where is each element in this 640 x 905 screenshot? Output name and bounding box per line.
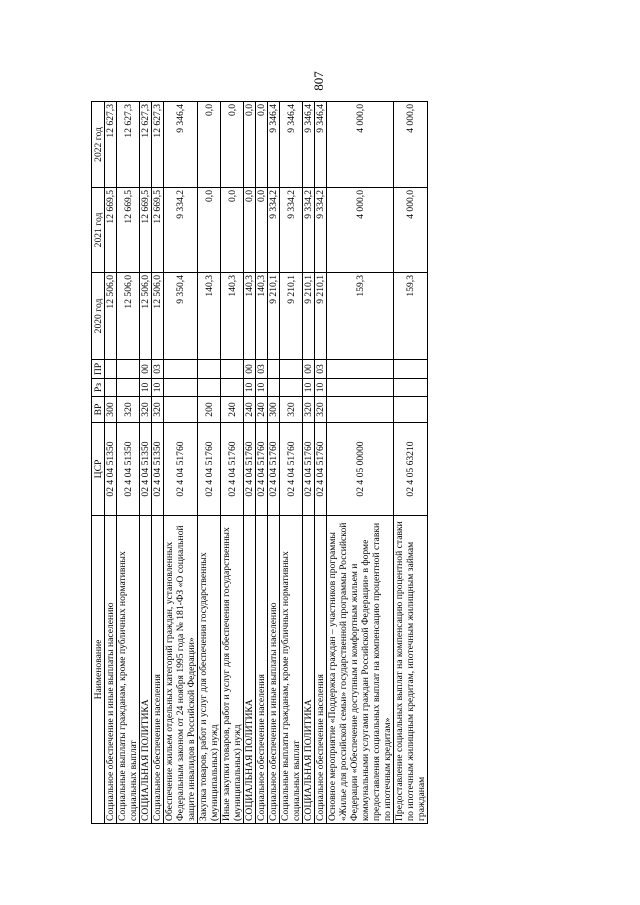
cell-v2022: 0,0 [256,102,268,188]
cell-rz: 10 [303,379,315,397]
cell-v2022: 4 000,0 [394,102,428,188]
cell-v2020: 12 506,0 [105,273,117,360]
cell-v2020: 159,3 [394,273,428,360]
cell-name: СОЦИАЛЬНАЯ ПОЛИТИКА [303,516,315,824]
cell-v2021: 4 000,0 [327,188,394,273]
cell-rz: 10 [244,379,256,397]
header-name: Наименование [92,516,105,824]
cell-csr: 02 4 04 51760 [315,423,327,516]
cell-rz [198,379,221,397]
cell-pr: 00 [244,360,256,379]
header-2022: 2022 год [92,102,105,188]
header-2020: 2020 год [92,273,105,360]
cell-v2022: 12 627,3 [117,102,140,188]
cell-name: Иные закупки товаров, работ и услуг для обеспечения государственных (муниципальных) нужд [221,516,244,824]
cell-name: Предоставление социальных выплат на компенсацию процентной ставки по ипотечным жилищным кредитам, ипотечным жилищным займам гражданам [394,516,428,824]
page-number: 807 [311,71,326,91]
cell-vr: 300 [268,397,280,423]
cell-pr [117,360,140,379]
cell-rz [394,379,428,397]
cell-vr: 320 [117,397,140,423]
cell-v2020: 9 210,1 [280,273,303,360]
cell-v2020: 159,3 [327,273,394,360]
cell-csr: 02 4 04 51350 [152,423,164,516]
cell-rz [105,379,117,397]
cell-rz: 10 [140,379,152,397]
cell-vr: 240 [256,397,268,423]
cell-v2021: 0,0 [256,188,268,273]
cell-pr [164,360,198,379]
table-row [244,102,256,824]
cell-v2021: 0,0 [198,188,221,273]
cell-rz: 10 [256,379,268,397]
cell-name: Социальные выплаты гражданам, кроме публичных нормативных социальных выплат [117,516,140,824]
table-body [105,102,428,824]
cell-v2021: 0,0 [244,188,256,273]
cell-v2022: 0,0 [244,102,256,188]
rotated-table-container [91,102,565,824]
cell-pr: 03 [152,360,164,379]
cell-pr: 03 [256,360,268,379]
cell-v2021: 4 000,0 [394,188,428,273]
cell-vr [327,397,394,423]
cell-name: СОЦИАЛЬНАЯ ПОЛИТИКА [140,516,152,824]
cell-rz [164,379,198,397]
cell-v2022: 12 627,3 [152,102,164,188]
table-row [164,102,198,824]
cell-pr [280,360,303,379]
cell-rz [327,379,394,397]
cell-v2022: 9 346,4 [280,102,303,188]
cell-v2022: 0,0 [198,102,221,188]
table-row [327,102,394,824]
cell-v2020: 9 210,1 [303,273,315,360]
table-row [152,102,164,824]
table-row [280,102,303,824]
cell-v2020: 140,3 [244,273,256,360]
cell-pr [198,360,221,379]
cell-csr: 02 4 04 51760 [256,423,268,516]
cell-v2021: 12 669,5 [140,188,152,273]
table-row [140,102,152,824]
cell-name: Социальное обеспечение населения [256,516,268,824]
cell-name: СОЦИАЛЬНАЯ ПОЛИТИКА [244,516,256,824]
cell-rz [221,379,244,397]
budget-table [91,101,428,824]
cell-vr: 300 [105,397,117,423]
table-row [394,102,428,824]
header-vr: ВР [92,397,105,423]
cell-vr [394,397,428,423]
cell-v2021: 9 334,2 [164,188,198,273]
cell-vr: 320 [152,397,164,423]
header-2021: 2021 год [92,188,105,273]
cell-rz: 10 [315,379,327,397]
cell-csr: 02 4 04 51760 [303,423,315,516]
cell-v2021: 0,0 [221,188,244,273]
cell-v2021: 9 334,2 [268,188,280,273]
cell-v2022: 9 346,4 [268,102,280,188]
cell-v2020: 140,3 [221,273,244,360]
cell-rz [268,379,280,397]
cell-vr [164,397,198,423]
cell-pr [105,360,117,379]
cell-csr: 02 4 04 51350 [105,423,117,516]
cell-v2021: 9 334,2 [315,188,327,273]
cell-csr: 02 4 04 51760 [244,423,256,516]
cell-csr: 02 4 04 51760 [221,423,244,516]
table-row [117,102,140,824]
cell-v2022: 12 627,3 [105,102,117,188]
cell-pr [394,360,428,379]
cell-v2020: 12 506,0 [152,273,164,360]
cell-name: Основное мероприятие «Поддержка граждан – участников программы «Жилье для российской семьи» государственной программы Российской Федерации «Обеспечение доступным и комфортным жильем и коммунальными услугами граждан Российской Федерации» в форме предоставления социальных выплат на компенсацию процентной ставки по ипотечным кредитам» [327,516,394,824]
cell-rz: 10 [152,379,164,397]
cell-csr: 02 4 04 51760 [268,423,280,516]
cell-vr: 320 [140,397,152,423]
cell-v2021: 12 669,5 [117,188,140,273]
cell-name: Социальное обеспечение населения [152,516,164,824]
cell-v2021: 9 334,2 [303,188,315,273]
cell-name: Закупка товаров, работ и услуг для обеспечения государственных (муниципальных) нужд [198,516,221,824]
cell-v2021: 12 669,5 [152,188,164,273]
table-row [221,102,244,824]
cell-csr: 02 4 05 63210 [394,423,428,516]
cell-pr [268,360,280,379]
table-row [315,102,327,824]
cell-vr: 240 [244,397,256,423]
cell-pr [221,360,244,379]
table-row [198,102,221,824]
cell-v2020: 9 210,1 [315,273,327,360]
cell-csr: 02 4 04 51760 [164,423,198,516]
header-csr: ЦСР [92,423,105,516]
cell-csr: 02 4 05 00000 [327,423,394,516]
cell-v2022: 0,0 [221,102,244,188]
cell-v2021: 12 669,5 [105,188,117,273]
cell-v2020: 9 210,1 [268,273,280,360]
cell-pr [327,360,394,379]
cell-csr: 02 4 04 51350 [140,423,152,516]
cell-v2020: 140,3 [198,273,221,360]
cell-vr: 200 [198,397,221,423]
table-row [256,102,268,824]
cell-rz [280,379,303,397]
cell-v2022: 9 346,4 [164,102,198,188]
cell-vr: 320 [315,397,327,423]
cell-name: Социальное обеспечение и иные выплаты населению [105,516,117,824]
table-row [268,102,280,824]
header-pr: ПР [92,360,105,379]
cell-pr: 03 [315,360,327,379]
cell-v2020: 12 506,0 [140,273,152,360]
cell-v2022: 12 627,3 [140,102,152,188]
cell-name: Социальные выплаты гражданам, кроме публичных нормативных социальных выплат [280,516,303,824]
table-row [303,102,315,824]
cell-v2022: 9 346,4 [303,102,315,188]
cell-name: Социальное обеспечение населения [315,516,327,824]
cell-csr: 02 4 04 51350 [117,423,140,516]
cell-pr: 00 [303,360,315,379]
cell-csr: 02 4 04 51760 [280,423,303,516]
cell-rz [117,379,140,397]
cell-vr: 320 [280,397,303,423]
cell-csr: 02 4 04 51760 [198,423,221,516]
cell-name: Обеспечение жильем отдельных категорий граждан, установленных Федеральным законом от 24 ноября 1995 года № 181-ФЗ «О социальной защите инвалидов в Российской Федерации» [164,516,198,824]
table-row [105,102,117,824]
cell-pr: 00 [140,360,152,379]
cell-v2022: 4 000,0 [327,102,394,188]
header-row [92,102,105,824]
cell-vr: 240 [221,397,244,423]
cell-name: Социальное обеспечение и иные выплаты населению [268,516,280,824]
cell-v2020: 9 350,4 [164,273,198,360]
cell-vr: 320 [303,397,315,423]
cell-v2020: 12 506,0 [117,273,140,360]
cell-v2020: 140,3 [256,273,268,360]
cell-v2022: 9 346,4 [315,102,327,188]
header-rz: Рз [92,379,105,397]
cell-v2021: 9 334,2 [280,188,303,273]
